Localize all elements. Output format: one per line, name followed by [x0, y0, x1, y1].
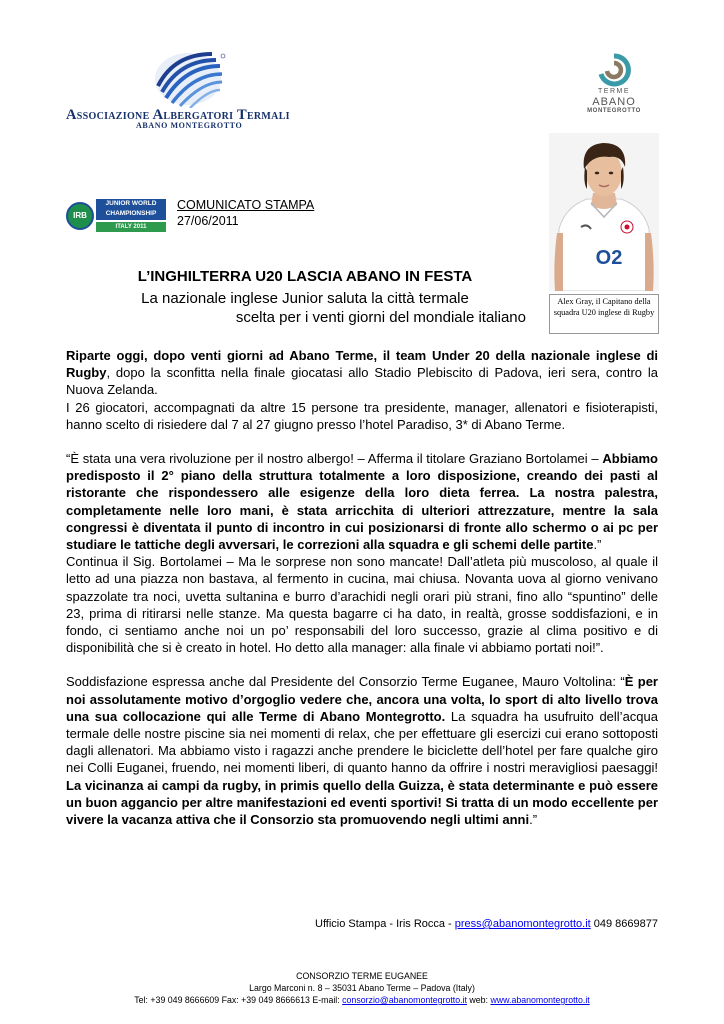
article-body: [66, 347, 658, 828]
association-subtitle: ABANO MONTEGROTTO: [136, 121, 243, 130]
paragraph-3: [66, 450, 658, 553]
footer-email-link[interactable]: consorzio@abanomontegrotto.it: [342, 995, 467, 1005]
headline: L’INGHILTERRA U20 LASCIA ABANO IN FESTA: [137, 268, 473, 285]
footer-address: Largo Marconi n. 8 – 35031 Abano Terme – Padova (Italy): [249, 983, 475, 993]
association-logo: [150, 48, 230, 108]
shirt-sponsor-text: O2: [595, 247, 623, 269]
irb-line-1: JUNIOR WORLD: [105, 200, 157, 207]
paragraph-3-end: .”: [593, 537, 602, 553]
press-office-signature: [66, 918, 658, 930]
paragraph-5: [66, 673, 658, 828]
footer-web-label: web:: [466, 995, 491, 1005]
association-name: Associazione Albergatori Termali: [66, 107, 290, 123]
paragraph-3-bold: Abbiamo predisposto il 2° piano della struttura totalmente a loro disposizione, creando dei pasti al ristorante che rispondessero alle esigenze della loro dieta ferrea. La nostra palestra, completamente nelle loro mani, è stata arricchita di ulteriori attrezzature, mentre la sala congressi è diventata il punto di incontro in cui posizionarsi di fronte allo schermo o ai pc per studiare le tattiche degli avversari, le correzioni alla squadra e gli schemi delle partite: [66, 451, 658, 553]
terme-logo-sub: MONTEGROTTO: [587, 108, 641, 114]
signature-phone: 049 8669877: [590, 918, 658, 930]
paragraph-5-bold-2: La vicinanza ai campi da rugby, in primis quello della Guizza, è stata determinante e può essere un buon aggancio per altre manifestazioni ed eventi sportivi! Si tratta di un modo eccellente per vivere la vacanza attiva che il Consorzio sta promuovendo negli ultimi anni: [66, 777, 658, 828]
paragraph-5-bold-1: È per noi assolutamente motivo d’orgoglio vedere che, ancora una volta, lo sport di alto livello trova una sua collocazione qui alle Terme di Abano Montegrotto.: [66, 674, 658, 724]
paragraph-1: [66, 347, 658, 399]
swirl-logo-icon: [150, 48, 230, 108]
press-release-date: 27/06/2011: [177, 214, 239, 228]
subheadline-line-2: scelta per i venti giorni del mondiale italiano: [235, 309, 526, 326]
irb-year-box: [96, 222, 166, 232]
terme-logo-name: ABANO: [592, 96, 636, 108]
irb-title-box: [96, 199, 166, 220]
irb-line-3: ITALY 2011: [115, 224, 147, 230]
paragraph-4: Continua il Sig. Bortolamei – Ma le sorprese non sono mancate! Dall’atleta più muscoloso, al quale il letto ad una piazza non bastava, al fermento in cucina, mai chiusa. Novanta uova al giorno venivano spazzolate tra noci, uvetta sultanina e burro d’arachidi negli orari più strani, fino allo “spuntino” delle 23, prima di ritirarsi nelle stanze. Ma questa bagarre ci ha dato, in realtà, grosse soddisfazioni, e in fondo, ci sentiamo anche noi un po’ responsabili del loro successo, grazie al clima positivo e di disponibilità che si è creato in hotel. Ho detto alla manager: alla finale vi abbiamo portati noi!”.: [66, 554, 658, 656]
press-release-label: COMUNICATO STAMPA: [177, 198, 315, 212]
irb-mark: IRB: [73, 211, 87, 220]
paragraph-gap: [66, 656, 658, 673]
paragraph-1-bold: Riparte oggi, dopo venti giorni ad Abano Terme, il team Under 20 della nazionale inglese di Rugby: [66, 348, 658, 381]
paragraph-3-text: “È stata una vera rivoluzione per il nostro albergo! – Afferma il titolare Graziano Bortolamei –: [66, 451, 603, 467]
irb-badge: [66, 202, 94, 230]
paragraph-gap: [66, 433, 658, 450]
paragraph-5-end: .”: [529, 812, 538, 828]
footer-website-link[interactable]: www.abanomontegrotto.it: [490, 995, 590, 1005]
terme-spiral-icon: [596, 52, 632, 88]
subheadline-line-1: La nazionale inglese Junior saluta la città termale: [141, 290, 469, 307]
paragraph-1-text: , dopo la sconfitta nella finale giocatasi allo Stadio Plebiscito di Padova, ieri sera, contro la Nuova Zelanda.: [66, 365, 658, 398]
footer-phone-fax: Tel: +39 049 8666609 Fax: +39 049 8666613 E-mail:: [134, 995, 343, 1005]
paragraph-2: I 26 giocatori, accompagnati da altre 15 persone tra presidente, manager, allenatori e fisioterapisti, hanno scelto di risiedere dal 7 al 27 giugno presso l’hotel Paradiso, 3* di Abano Terme.: [66, 399, 658, 432]
press-email-link[interactable]: press@abanomontegrotto.it: [454, 918, 591, 930]
signature-text: Ufficio Stampa - Iris Rocca -: [315, 918, 455, 930]
paragraph-5-mid: La squadra ha usufruito dell’acqua termale delle nostre piscine sia nei momenti di relax, che per effettuare gli esercizi cui erano sottoposti dagli allenatori. Ma abbiamo visto i ragazzi anche prendere le biciclette dell’hotel per fare qualche giro nei Colli Euganei, fruendo, nei momenti liberi, di quanto hanno da offrire i nostri meravigliosi paesaggi!: [66, 708, 658, 776]
footer-contacts: [60, 995, 664, 1005]
irb-logo: [66, 198, 166, 234]
paragraph-5-text: Soddisfazione espressa anche dal Presidente del Consorzio Terme Euganee, Mauro Voltolina: “: [66, 674, 625, 690]
player-photo: [549, 133, 659, 291]
terme-logo-top: TERME: [598, 88, 630, 95]
irb-line-2: CHAMPIONSHIP: [105, 210, 157, 217]
terme-logo: [596, 52, 632, 88]
photo-caption: Alex Gray, il Capitano della squadra U20 inglese di Rugby: [549, 294, 659, 334]
footer-consortium-name: CONSORZIO TERME EUGANEE: [296, 971, 428, 981]
